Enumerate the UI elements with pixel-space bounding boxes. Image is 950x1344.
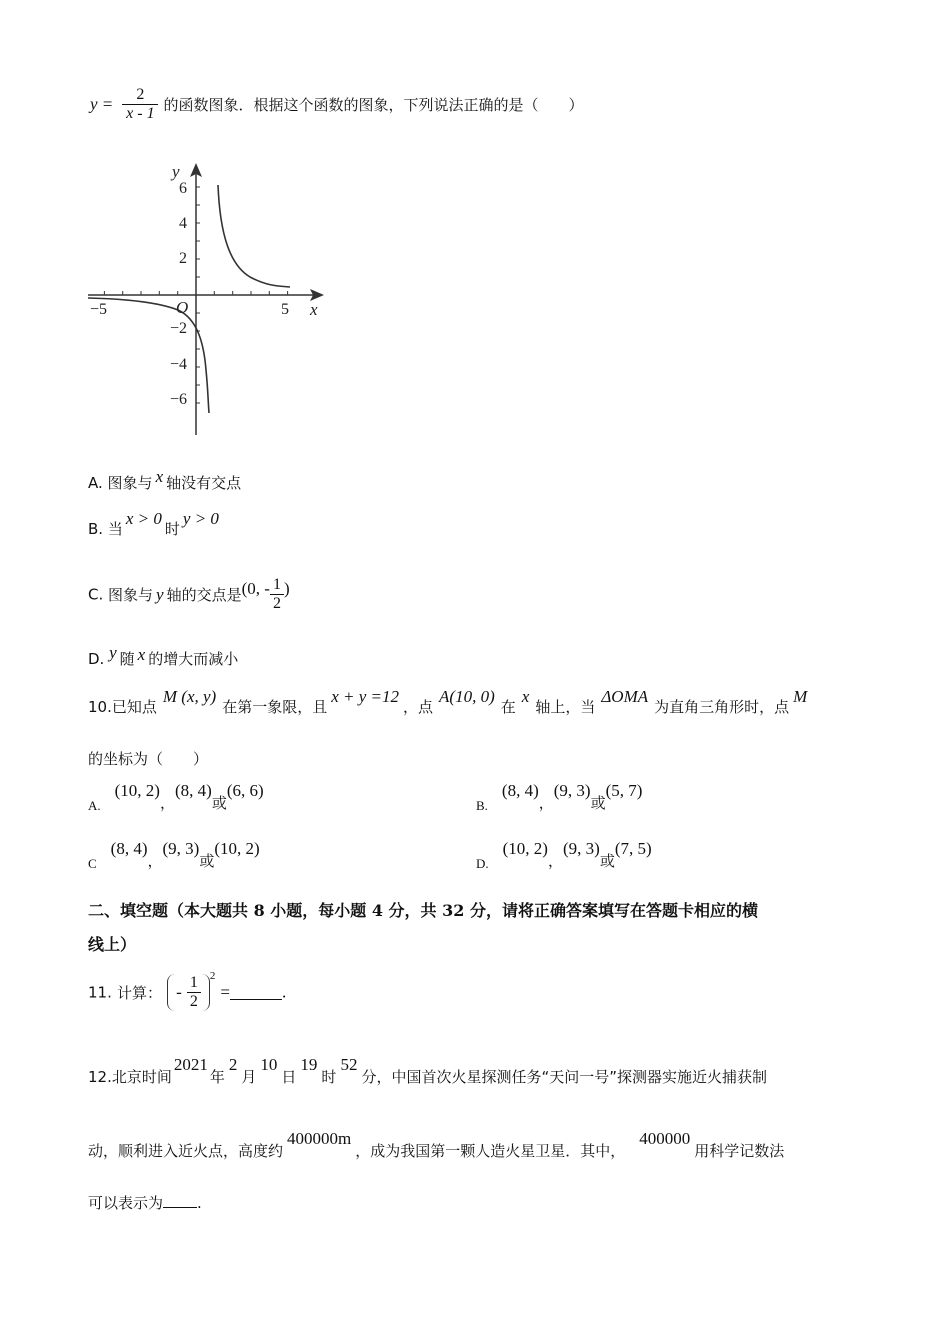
option-or: 或 xyxy=(590,794,606,812)
q9-graph xyxy=(80,155,340,445)
option-var: y xyxy=(109,643,117,662)
q10-stem-line1 xyxy=(88,687,808,717)
option-text: 图象与 xyxy=(108,586,154,604)
q10-text: 在第一象限，且 xyxy=(222,698,328,716)
q10-text: 已知点 xyxy=(111,698,157,716)
option-point: (7, 5) xyxy=(614,839,652,858)
option-letter: A. xyxy=(88,474,103,492)
q12-text: 动，顺利进入近火点，高度约 xyxy=(88,1142,284,1160)
q9-option-b[interactable] xyxy=(88,509,222,539)
q12-text: 分，中国首次火星探测任务“天问一号”探测器实施近火捕获制 xyxy=(361,1068,767,1086)
q11-label: 计算： xyxy=(116,984,162,1002)
option-point: (10, 2) xyxy=(502,839,548,858)
option-letter: A. xyxy=(88,798,101,813)
option-point-open: (0, - xyxy=(241,578,270,598)
y-tick-label-4: 4 xyxy=(179,215,187,232)
q10-math: M (x, y) xyxy=(162,687,217,706)
option-or: 或 xyxy=(599,852,615,870)
q10-stem-line2: 的坐标为（ ） xyxy=(88,750,209,768)
option-condition: x > 0 xyxy=(125,509,162,528)
option-point: (8, 4) xyxy=(174,781,212,800)
section-heading: 二、填空题（本大题共 8 小题，每小题 4 分，共 32 分，请将正确答案填写在答题卡相应的横 xyxy=(88,901,758,920)
q12-text: 可以表示为 xyxy=(88,1194,164,1212)
option-point: (9, 3) xyxy=(562,839,600,858)
q9-option-d[interactable] xyxy=(88,643,239,669)
q11 xyxy=(88,970,287,1011)
option-letter: B. xyxy=(88,520,104,538)
x-tick-label-5: 5 xyxy=(281,301,289,318)
q11-end: . xyxy=(282,982,287,1002)
option-condition: y > 0 xyxy=(182,509,219,528)
y-tick-label-6: 6 xyxy=(179,180,187,197)
q10-option-c[interactable] xyxy=(88,838,260,871)
q12-line3 xyxy=(88,1192,202,1213)
option-text: 当 xyxy=(107,520,123,538)
y-axis-label: y xyxy=(172,162,180,181)
option-point: (10, 2) xyxy=(114,781,160,800)
q12-text: ，成为我国第一颗人造火星卫星．其中， xyxy=(355,1142,626,1160)
q12-day: 10 xyxy=(260,1055,278,1074)
fraction-denominator: 2 xyxy=(272,595,281,612)
fraction-denominator: 2 xyxy=(189,993,198,1010)
option-sep: ， xyxy=(538,794,554,812)
option-or: 或 xyxy=(199,852,215,870)
option-text: 轴没有交点 xyxy=(166,474,242,492)
q10-text: 轴上，当 xyxy=(535,698,596,716)
q9-option-a[interactable] xyxy=(88,467,242,493)
q12-text: . xyxy=(197,1194,202,1212)
q10-math: A(10, 0) xyxy=(439,687,495,706)
option-letter: B. xyxy=(476,798,488,813)
y-tick-label-neg6: −6 xyxy=(170,391,188,408)
q12-line1 xyxy=(88,1055,767,1087)
question-number: 12. xyxy=(88,1068,112,1086)
q10-math: M xyxy=(793,687,808,706)
option-point: (8, 4) xyxy=(501,781,539,800)
q10-math: ΔOMA xyxy=(601,687,649,706)
q9-eq-fraction xyxy=(122,86,158,123)
option-point: (9, 3) xyxy=(162,839,200,858)
option-point-fraction xyxy=(270,576,284,613)
y-tick-label-2: 2 xyxy=(179,250,187,267)
q10-text: 在 xyxy=(500,698,516,716)
q12-answer-blank[interactable] xyxy=(163,1193,197,1208)
option-text: 图象与 xyxy=(107,474,153,492)
q10-text: ，点 xyxy=(403,698,434,716)
q12-hour: 19 xyxy=(300,1055,318,1074)
q10-math: x + y =12 xyxy=(331,687,400,706)
option-point: (9, 3) xyxy=(553,781,591,800)
option-point-close: ) xyxy=(283,578,290,598)
q10-option-b[interactable] xyxy=(476,780,643,813)
q12-text: 年 xyxy=(209,1068,225,1086)
option-letter: C. xyxy=(88,585,104,604)
option-point: (10, 2) xyxy=(214,839,260,858)
q12-year: 2021 xyxy=(173,1055,208,1074)
option-text: 轴的交点是 xyxy=(166,586,242,604)
q9-eq-denominator: x - 1 xyxy=(126,105,155,122)
q12-month: 2 xyxy=(228,1055,238,1074)
q11-exponent: 2 xyxy=(209,970,216,982)
q10-option-d[interactable] xyxy=(476,838,652,871)
origin-label: O xyxy=(176,298,189,317)
q12-text: 时 xyxy=(321,1068,337,1086)
q10-option-a[interactable] xyxy=(88,780,264,813)
option-var: x xyxy=(155,467,164,486)
x-tick-label-neg5: −5 xyxy=(90,301,108,318)
q12-text: 用科学记数法 xyxy=(694,1142,785,1160)
q11-fraction xyxy=(187,974,201,1011)
section-heading-line2: 线上） xyxy=(88,935,137,954)
option-letter: D. xyxy=(88,650,105,668)
q9-eq-numerator: 2 xyxy=(122,86,158,105)
q9-stem xyxy=(90,86,583,123)
option-var: y xyxy=(156,584,164,604)
option-text: 的增大而减小 xyxy=(148,650,239,668)
option-point: (5, 7) xyxy=(605,781,643,800)
fraction-numerator: 1 xyxy=(187,974,201,993)
question-number: 10. xyxy=(88,698,112,716)
q9-option-c[interactable] xyxy=(88,576,290,613)
q11-expression xyxy=(167,974,210,1011)
q12-height: 400000m xyxy=(287,1129,352,1148)
option-letter: C xyxy=(88,856,97,871)
y-tick-label-neg4: −4 xyxy=(170,356,188,373)
option-text: 随 xyxy=(119,650,135,668)
option-point: (6, 6) xyxy=(226,781,264,800)
option-text: 时 xyxy=(164,520,180,538)
q10-text: 为直角三角形时，点 xyxy=(654,698,790,716)
fraction-numerator: 1 xyxy=(270,576,284,595)
q12-text: 日 xyxy=(281,1068,297,1086)
q12-line2 xyxy=(88,1129,785,1161)
q12-minute: 52 xyxy=(340,1055,358,1074)
x-axis-label: x xyxy=(310,300,318,319)
option-or: 或 xyxy=(211,794,227,812)
option-letter: D. xyxy=(476,856,489,871)
q11-equals: = xyxy=(220,982,231,1002)
q11-answer-blank[interactable] xyxy=(230,985,282,1000)
q12-number: 400000 xyxy=(639,1129,691,1148)
q9-stem-text: 的函数图象．根据这个函数的图象，下列说法正确的是（ ） xyxy=(163,96,584,114)
y-tick-label-neg2: −2 xyxy=(170,320,188,337)
option-sep: ， xyxy=(547,852,563,870)
q12-text: 月 xyxy=(241,1068,257,1086)
q9-eq-lhs: y = xyxy=(90,94,114,114)
q10-math: x xyxy=(521,687,530,706)
option-sep: ， xyxy=(159,794,175,812)
q12-text: 北京时间 xyxy=(111,1068,172,1086)
question-number: 11. xyxy=(88,983,112,1002)
option-point: (8, 4) xyxy=(110,839,148,858)
option-sep: ， xyxy=(147,852,163,870)
hyperbola-right-branch xyxy=(218,185,290,287)
option-var: x xyxy=(137,645,146,664)
q11-sign: - xyxy=(176,982,182,1002)
